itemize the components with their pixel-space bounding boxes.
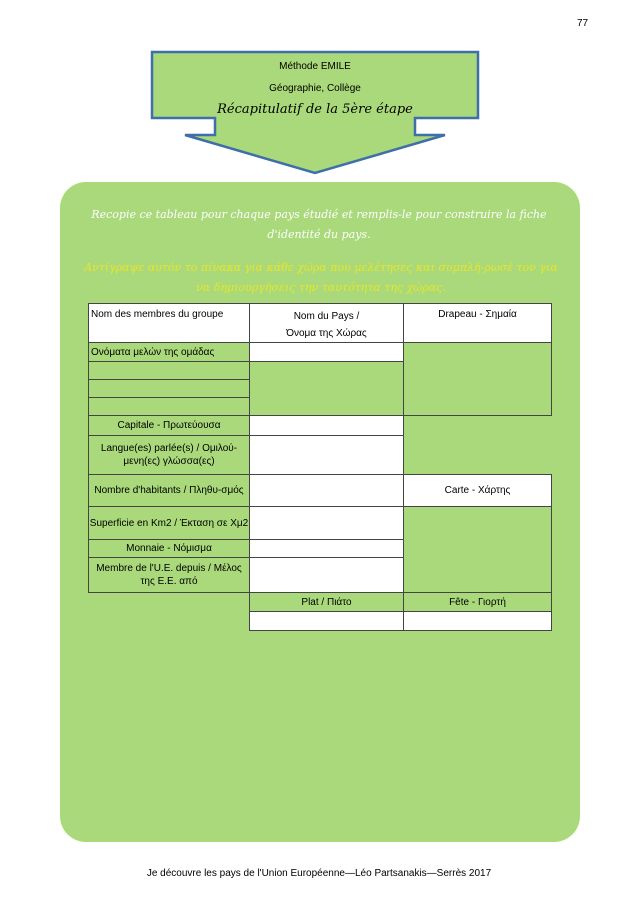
population-field[interactable] (249, 474, 404, 507)
festival-field[interactable] (403, 611, 552, 631)
currency-label: Monnaie - Νόμισμα (88, 539, 250, 558)
member-row-3[interactable] (88, 397, 250, 416)
capital-label: Capitale - Πρωτεύουσα (88, 415, 250, 436)
languages-field[interactable] (249, 435, 404, 475)
header-flag: Drapeau - Σημαία (403, 303, 552, 343)
member-row-1[interactable] (88, 361, 250, 380)
header-country-name (249, 303, 404, 343)
dish-field[interactable] (249, 611, 404, 631)
method-title: Méthode EMILE (279, 61, 351, 72)
currency-field[interactable] (249, 539, 404, 558)
country-name-field[interactable] (249, 342, 404, 362)
step-title: Récapitulatif de la 5ère étape (217, 102, 413, 117)
map-header: Carte - Χάρτης (403, 474, 552, 507)
eu-member-label: Membre de l'U.E. depuis / Μέλος της Ε.Ε. από (88, 557, 250, 593)
instruction-french: Recopie ce tableau pour chaque pays étudié et remplis-le pour construire la fiche d'identité du pays. (91, 208, 547, 241)
area-field[interactable] (249, 506, 404, 540)
members-label: Ονόματα μελών της ομάδας (88, 342, 250, 362)
member-row-2[interactable] (88, 379, 250, 398)
flag-area[interactable] (403, 342, 552, 416)
page-number: 77 (577, 18, 589, 29)
map-area[interactable] (403, 506, 552, 593)
header-group-members: Nom des membres du groupe (88, 303, 250, 343)
header-country-fr: Nom du Pays / (293, 311, 360, 322)
header-country-gr: Όνομα της Χώρας (286, 328, 367, 339)
header-arrow (150, 50, 480, 175)
instruction-greek: Αντίγραψε αυτόν το πίνακα για κάθε χώρα που μελέτησες και συμπλή-ρωσέ τον για να δημιουργήσεις την ταυτότητα της χώρας. (84, 261, 558, 294)
subject-title: Géographie, Collège (269, 83, 361, 94)
festival-header: Fête - Γιορτή (403, 592, 552, 612)
page-footer: Je découvre les pays de l'Union Européenne—Léo Partsanakis—Serrès 2017 (146, 868, 492, 879)
area-label: Superficie en Km2 / Έκταση σε Χμ2 (88, 506, 250, 540)
languages-label: Langue(es) parlée(s) / Ομιλού-μενη(ες) γλώσσα(ες) (88, 435, 250, 475)
capital-field[interactable] (249, 415, 404, 436)
eu-member-field[interactable] (249, 557, 404, 593)
country-id-table (88, 303, 552, 631)
population-label: Nombre d'habitants / Πληθυ-σμός (88, 474, 250, 507)
dish-header: Plat / Πιάτο (249, 592, 404, 612)
